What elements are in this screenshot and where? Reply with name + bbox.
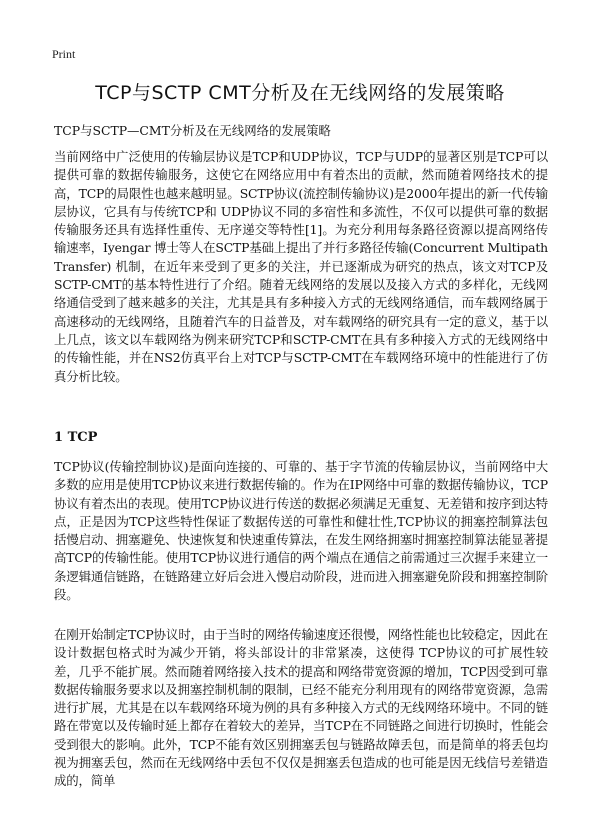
article-subtitle: TCP与SCTP—CMT分析及在无线网络的发展策略 [54, 123, 331, 138]
intro-paragraph: 当前网络中广泛使用的传输层协议是TCP和UDP协议，TCP与UDP的显著区别是TCP可以提供可靠的数据传输服务，这使它在网络应用中有着杰出的贡献，然而随着网络技术的提高，TCP的局限性也越来越明显。SCTP协议(流控制传输协议)是2000年提出的新一代传输层协议，它具有与传统TCP和 UDP协议不同的多宿性和多流性，不仅可以提供可靠的数据传输服务还具有选择性重传、无序递交等特性[1]。为充分利用每条路径资源以提高网络传输速率，Iyengar 博士等人在SCTP基础上提出了并行多路径传输(Concurrent Multipath Transfer) 机制，在近年来受到了更多的关注，并已逐渐成为研究的热点，该文对TCP及SCTP-CMT的基本特性进行了介绍。随着无线网络的发展以及接入方式的多样化，无线网络通信受到了越来越多的关注，尤其是具有多种接入方式的无线网络通信，而车载网络属于高速移动的无线网络，且随着汽车的日益普及，对车载网络的研究具有一定的意义，基于以上几点，该文以车载网络为例来研究TCP和SCTP-CMT在具有多种接入方式的无线网络中的传输性能，并在NS2仿真平台上对TCP与SCTP-CMT在车载网络环境中的性能进行了仿真分析比较。 [54, 149, 548, 384]
article-title: TCP与SCTP CMT分析及在无线网络的发展策略 [95, 82, 505, 104]
tcp-paragraph-1: TCP协议(传输控制协议)是面向连接的、可靠的、基于字节流的传输层协议，当前网络中大多数的应用是使用TCP协议来进行数据传输的。作为在IP网络中可靠的数据传输协议，TCP协议有着杰出的表现。使用TCP协议进行传送的数据必须满足无重复、无差错和按序到达特点，正是因为TCP这些特性保证了数据传送的可靠性和健壮性,TCP协议的拥塞控制算法包括慢启动、拥塞避免、快速恢复和快速重传算法，在发生网络拥塞时拥塞控制算法能显著提高TCP的传输性能。使用TCP协议进行通信的两个端点在通信之前需通过三次握手来建立一条逻辑通信链路，在链路建立好后会进入慢启动阶段，进而进入拥塞避免阶段和拥塞控制阶段。 [54, 459, 548, 603]
print-link[interactable]: Print [52, 47, 76, 61]
tcp-paragraph-2: 在刚开始制定TCP协议时，由于当时的网络传输速度还很慢，网络性能也比较稳定，因此在设计数据包格式时为减少开销，将头部设计的非常紧凑，这使得 TCP协议的可扩展性较差，几乎不能扩展。然而随着网络接入技术的提高和网络带宽资源的增加，TCP因受到可靠数据传输服务要求以及拥塞控制机制的限制，已经不能充分利用现有的网络带宽资源，急需进行扩展，尤其是在以车载网络环境为例的具有多种接入方式的无线网络环境中。不同的链路在带宽以及传输时延上都存在着较大的差异，当TCP在不同链路之间进行切换时，性能会受到很大的影响。此外，TCP不能有效区别拥塞丢包与链路故障丢包，而是简单的将丢包均视为拥塞丢包，然而在无线网络中丢包不仅仅是拥塞丢包造成的也可能是因无线信号差错造成的，简单 [54, 627, 548, 789]
section-heading-tcp: 1 TCP [54, 430, 98, 445]
